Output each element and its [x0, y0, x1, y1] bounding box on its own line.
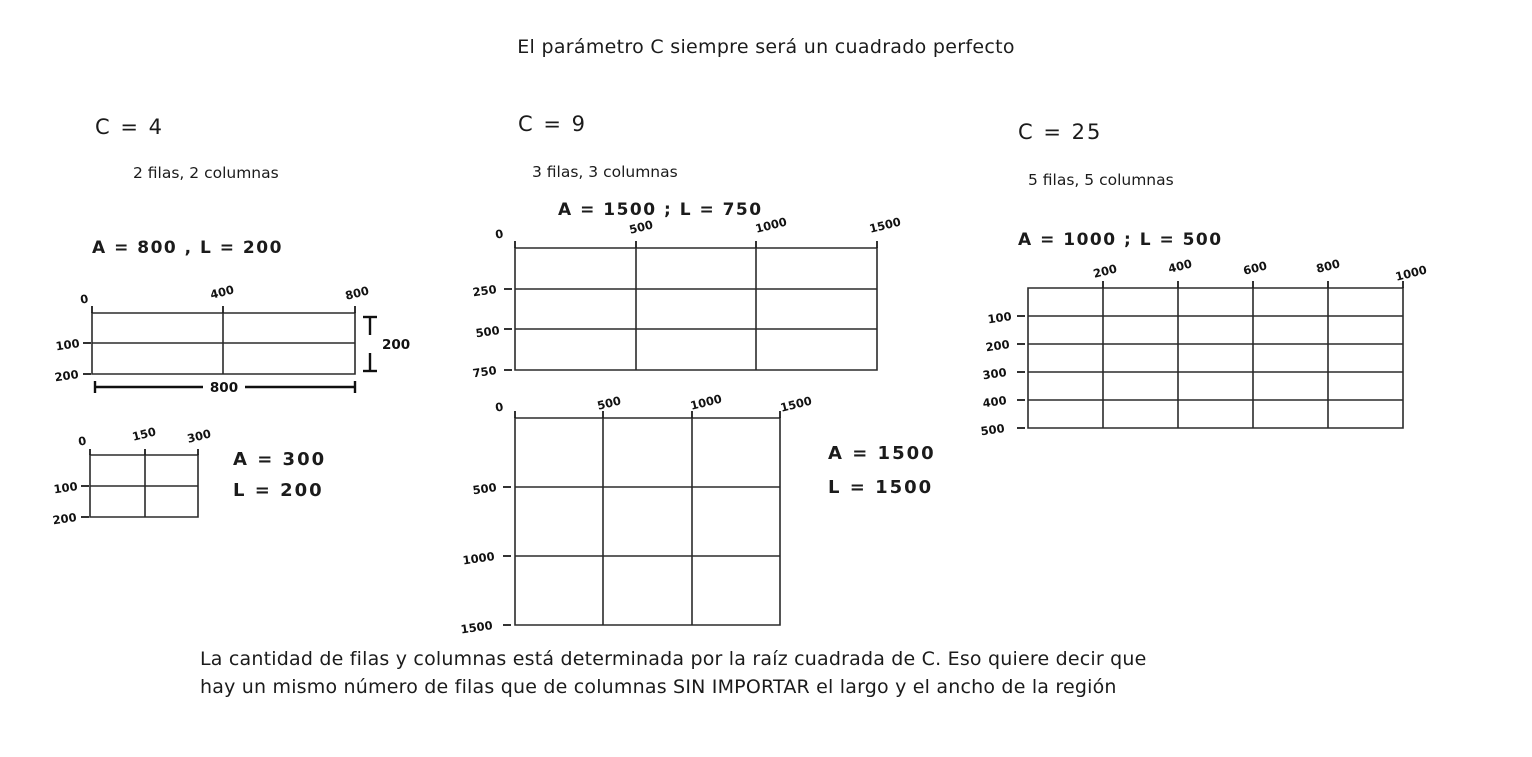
c4-main-grid: [55, 283, 420, 401]
x-tick-label: 200: [1091, 261, 1119, 281]
x-tick-label: 1500: [778, 393, 814, 415]
y-tick-label: 1000: [461, 549, 496, 568]
y-tick-label: 100: [54, 336, 81, 354]
y-tick-label: 750: [471, 363, 498, 381]
y-tick-label: 200: [53, 367, 80, 385]
y-tick-label: 100: [986, 309, 1013, 327]
c9-area-length-label: A = 1500 ; L = 750: [558, 200, 763, 220]
c9-square-length-label: L = 1500: [828, 477, 934, 498]
c25-heading: C = 25: [1018, 120, 1103, 144]
c25-area-length-label: A = 1000 ; L = 500: [1018, 230, 1223, 250]
y-tick-label: 400: [981, 393, 1008, 411]
x-tick-label: 0: [494, 226, 505, 242]
y-tick-label: 100: [52, 479, 79, 497]
x-tick-label: 1000: [1393, 262, 1429, 284]
x-tick-label: 300: [185, 426, 213, 446]
x-tick-label: 800: [1314, 256, 1342, 276]
c9-square-grid-lines: [515, 418, 780, 625]
x-tick-label: 0: [494, 399, 505, 415]
c4-height-dimension-brace: [363, 317, 377, 371]
height-dimension-label: 200: [382, 337, 411, 353]
footer-line-1: La cantidad de filas y columnas está determinada por la raíz cuadrada de C. Eso quiere decir que: [200, 648, 1147, 670]
c9-square-area-label: A = 1500: [828, 443, 936, 464]
footer-explanation: [200, 645, 1360, 701]
c4-main-grid-lines: [92, 313, 355, 374]
x-tick-label: 600: [1241, 258, 1269, 278]
c25-grid: [960, 258, 1470, 443]
page-title: El parámetro C siempre será un cuadrado perfecto: [517, 36, 1015, 58]
x-tick-label: 1000: [688, 391, 724, 413]
c9-heading: C = 9: [518, 112, 587, 136]
c9-wide-grid-lines: [515, 248, 877, 370]
x-tick-label: 400: [208, 282, 236, 302]
c4-small-grid-ticks: [81, 449, 198, 517]
y-tick-label: 1500: [459, 618, 494, 637]
y-tick-label: 500: [474, 323, 501, 341]
y-tick-label: 200: [51, 510, 78, 528]
y-tick-label: 500: [979, 421, 1006, 439]
c9-square-grid: [445, 391, 825, 643]
c25-grid-lines: [1028, 288, 1403, 428]
c25-rows-cols-label: 5 filas, 5 columnas: [1028, 171, 1174, 189]
x-tick-label: 1000: [753, 214, 789, 236]
c9-wide-grid-ticks: [504, 241, 877, 370]
c25-grid-ticks: [1017, 281, 1403, 428]
c9-square-grid-ticks: [503, 411, 780, 625]
x-tick-label: 150: [130, 424, 158, 444]
x-tick-label: 500: [627, 217, 655, 237]
x-tick-label: 400: [1166, 256, 1194, 276]
x-tick-label: 1500: [867, 214, 903, 236]
c4-small-area-label: A = 300: [233, 449, 327, 470]
y-tick-label: 500: [471, 480, 498, 498]
c4-rows-cols-label: 2 filas, 2 columnas: [133, 164, 279, 182]
x-tick-label: 500: [595, 393, 623, 413]
y-tick-label: 300: [981, 365, 1008, 383]
c4-area-length-label: A = 800 , L = 200: [92, 238, 283, 258]
c4-heading: C = 4: [95, 115, 164, 139]
c4-main-grid-ticks: [83, 306, 355, 374]
x-tick-label: 0: [79, 291, 90, 307]
c4-small-length-label: L = 200: [233, 480, 324, 501]
y-tick-label: 200: [984, 337, 1011, 355]
c4-small-grid: [51, 424, 215, 533]
footer-line-2: hay un mismo número de filas que de columnas SIN IMPORTAR el largo y el ancho de la región: [200, 676, 1117, 698]
c9-rows-cols-label: 3 filas, 3 columnas: [532, 163, 678, 181]
y-tick-label: 250: [471, 282, 498, 300]
x-tick-label: 0: [77, 433, 88, 449]
x-tick-label: 800: [343, 283, 371, 303]
c4-small-grid-lines: [90, 455, 198, 517]
width-dimension-label: 800: [209, 380, 239, 396]
c9-wide-grid: [450, 214, 920, 383]
